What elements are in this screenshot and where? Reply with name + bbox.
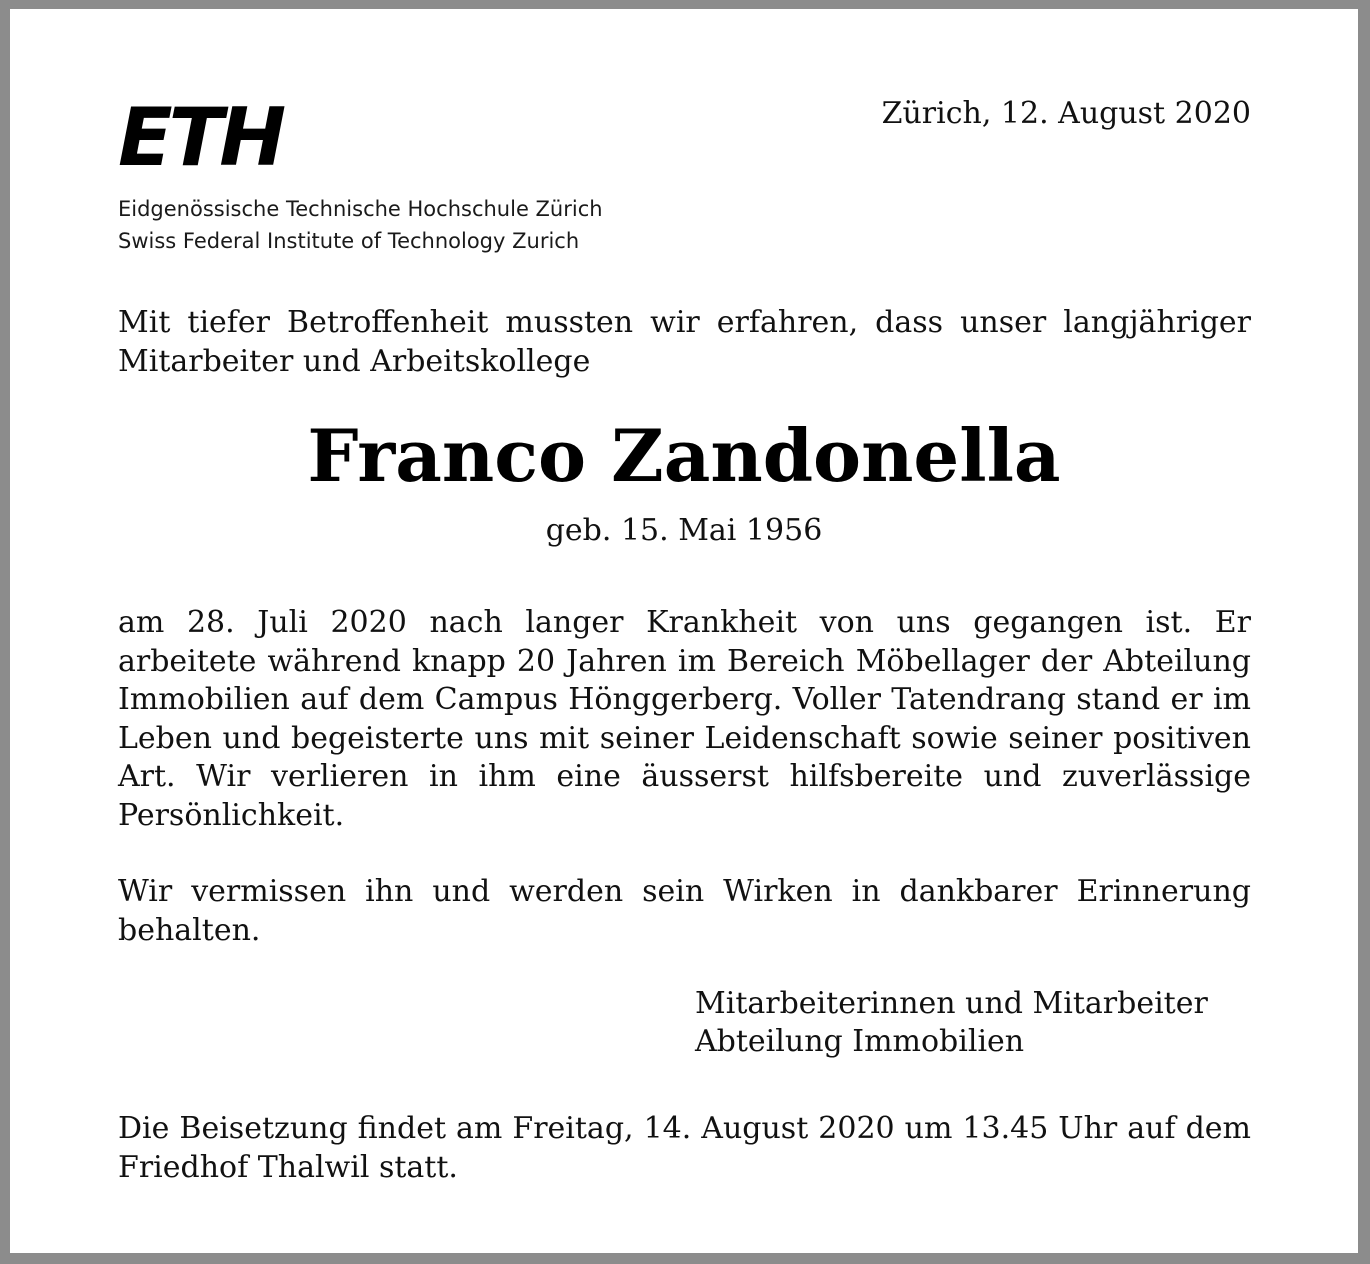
deceased-name: Franco Zandonella [307,413,1061,498]
place-date: Zürich, 12. August 2020 [881,96,1251,131]
birth-date: geb. 15. Mai 1956 [545,513,823,548]
signature-line-1: Mitarbeiterinnen und Mitarbeiter [695,986,1208,1021]
institute-name-german: Eidgenössische Technische Hochschule Zürich [118,197,603,221]
signature-line-2: Abteilung Immobilien [695,1024,1025,1059]
main-paragraph: am 28. Juli 2020 nach langer Krankheit von uns gegangen ist. Er arbeitete während knapp 20 Jahren im Bereich Möbellager der Abteilung Immobilien auf dem Campus Hönggerberg. Voller Tatendrang stand er im Leben und begeisterte uns mit seiner Leidenschaft sowie seiner positiven Art. Wir verlieren in ihm eine äusserst hilfsbereite und zuverlässige Persönlichkeit. [118,605,1251,833]
eth-logo: ETH [118,91,283,184]
intro-paragraph: Mit tiefer Betroffenheit mussten wir erfahren, dass unser langjähriger Mitarbeiter und Arbeitskollege [118,305,1251,379]
obituary-page [10,9,1358,1253]
institute-name-english: Swiss Federal Institute of Technology Zurich [118,229,580,253]
eth-logo-block [118,91,603,257]
signature-block [695,985,1208,1061]
closing-paragraph: Wir vermissen ihn und werden sein Wirken in dankbarer Erinnerung behalten. [118,874,1251,948]
funeral-paragraph: Die Beisetzung findet am Freitag, 14. August 2020 um 13.45 Uhr auf dem Friedhof Thalwil statt. [118,1111,1251,1185]
